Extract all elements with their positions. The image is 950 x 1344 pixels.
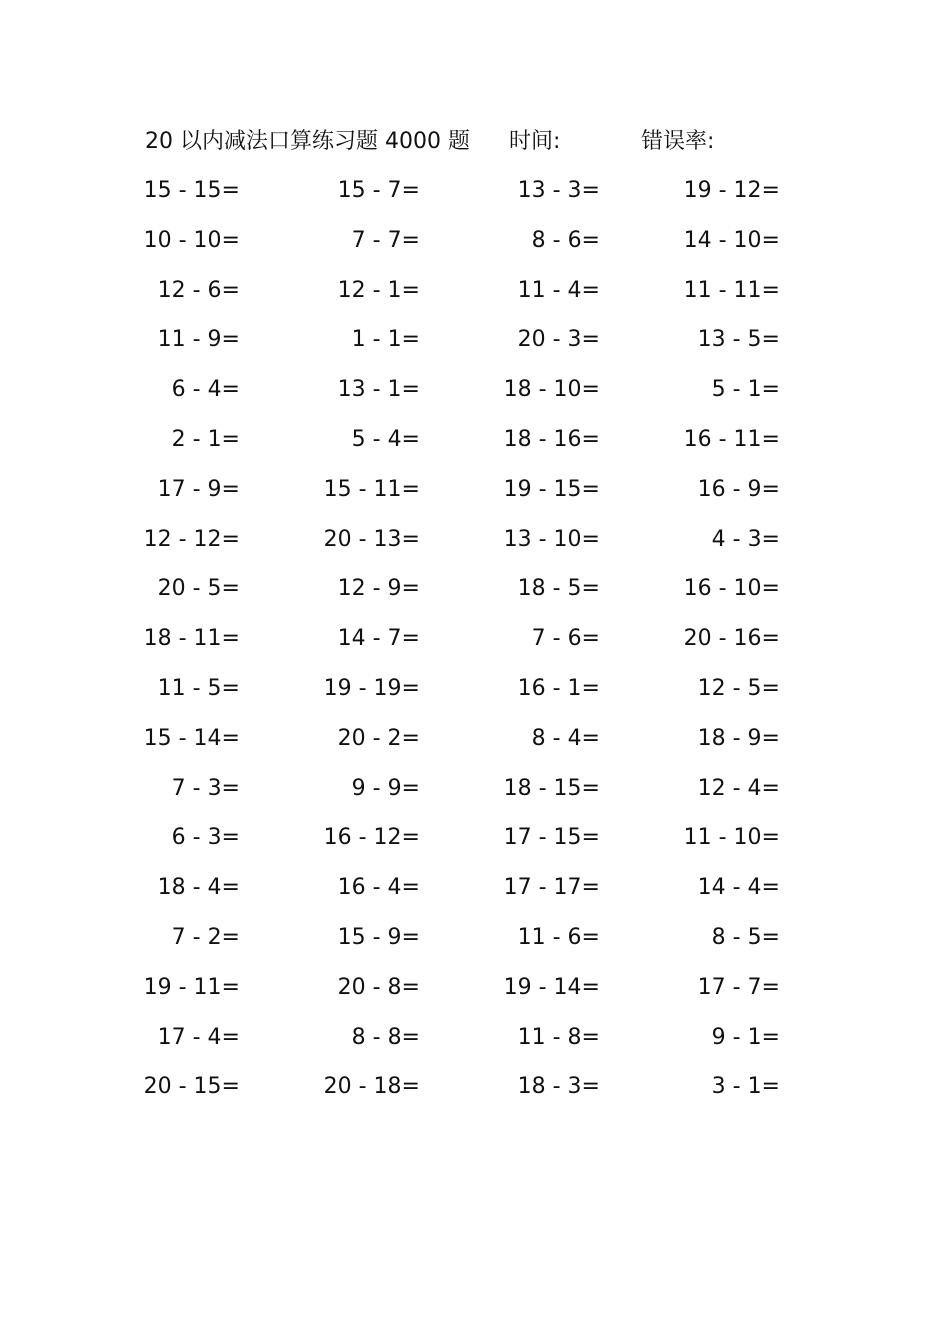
problem-item: 11 - 10= [683,825,780,851]
problem-item: 20 - 15= [143,1074,240,1100]
problem-row [0,216,950,266]
problem-row [0,266,950,316]
problem-item: 9 - 9= [351,775,420,801]
problem-row [0,1062,950,1112]
problem-row [0,614,950,664]
problem-item: 17 - 9= [157,476,240,502]
problem-item: 16 - 4= [337,875,420,901]
problem-item: 11 - 9= [157,327,240,353]
problem-item: 12 - 12= [143,526,240,552]
problem-item: 11 - 11= [683,277,780,303]
problem-item: 6 - 3= [171,825,240,851]
problem-row [0,315,950,365]
problem-item: 14 - 4= [697,875,780,901]
problem-item: 20 - 18= [323,1074,420,1100]
problem-row [0,166,950,216]
problem-item: 18 - 5= [517,576,600,602]
problem-item: 13 - 1= [337,377,420,403]
problem-item: 13 - 3= [517,178,600,203]
problem-item: 14 - 7= [337,626,420,652]
problem-item: 1 - 1= [351,327,420,353]
problem-item: 18 - 9= [697,725,780,751]
problem-item: 7 - 6= [531,626,600,652]
problem-item: 6 - 4= [171,377,240,403]
problem-item: 20 - 8= [337,974,420,1000]
problem-item: 7 - 2= [171,924,240,950]
problem-item: 20 - 13= [323,526,420,552]
problem-row [0,515,950,565]
problem-item: 16 - 11= [683,426,780,452]
problem-item: 19 - 15= [503,476,600,502]
problem-item: 12 - 1= [337,277,420,303]
problem-item: 16 - 10= [683,576,780,602]
problem-row [0,564,950,614]
problem-item: 8 - 4= [531,725,600,751]
problem-row [0,1013,950,1063]
problem-item: 15 - 9= [337,924,420,950]
problem-row [0,813,950,863]
problem-item: 18 - 3= [517,1074,600,1100]
problem-item: 18 - 15= [503,775,600,801]
problem-item: 19 - 14= [503,974,600,1000]
problem-item: 12 - 9= [337,576,420,602]
problem-item: 11 - 6= [517,924,600,950]
problem-grid [0,166,950,1112]
problem-item: 3 - 1= [711,1074,780,1100]
problem-item: 17 - 7= [697,974,780,1000]
problem-item: 10 - 10= [143,227,240,253]
worksheet-header [145,122,845,162]
problem-item: 17 - 17= [503,875,600,901]
problem-item: 16 - 9= [697,476,780,502]
problem-row [0,764,950,814]
problem-item: 15 - 7= [337,178,420,203]
problem-item: 18 - 11= [143,626,240,652]
problem-item: 8 - 6= [531,227,600,253]
problem-row [0,863,950,913]
problem-item: 13 - 5= [697,327,780,353]
problem-row [0,664,950,714]
problem-item: 7 - 7= [351,227,420,253]
problem-item: 20 - 2= [337,725,420,751]
problem-item: 19 - 19= [323,675,420,701]
problem-row [0,415,950,465]
problem-item: 17 - 4= [157,1024,240,1050]
problem-item: 15 - 14= [143,725,240,751]
problem-row [0,963,950,1013]
problem-item: 18 - 10= [503,377,600,403]
error-rate-label: 错误率: [641,129,715,154]
problem-item: 4 - 3= [711,526,780,552]
problem-item: 2 - 1= [171,426,240,452]
problem-item: 12 - 6= [157,277,240,303]
problem-item: 8 - 8= [351,1024,420,1050]
problem-item: 11 - 5= [157,675,240,701]
problem-item: 8 - 5= [711,924,780,950]
problem-item: 15 - 11= [323,476,420,502]
problem-item: 9 - 1= [711,1024,780,1050]
worksheet-title: 20 以内减法口算练习题 4000 题 [145,129,470,154]
problem-item: 12 - 5= [697,675,780,701]
problem-item: 20 - 16= [683,626,780,652]
problem-row [0,714,950,764]
problem-item: 15 - 15= [143,178,240,203]
problem-item: 5 - 4= [351,426,420,452]
problem-item: 17 - 15= [503,825,600,851]
problem-item: 13 - 10= [503,526,600,552]
problem-item: 7 - 3= [171,775,240,801]
problem-item: 16 - 12= [323,825,420,851]
problem-row [0,913,950,963]
problem-item: 11 - 4= [517,277,600,303]
problem-item: 18 - 4= [157,875,240,901]
problem-row [0,465,950,515]
problem-row [0,365,950,415]
problem-item: 5 - 1= [711,377,780,403]
problem-item: 20 - 3= [517,327,600,353]
problem-item: 19 - 11= [143,974,240,1000]
problem-item: 16 - 1= [517,675,600,701]
time-label: 时间: [509,129,561,154]
problem-item: 12 - 4= [697,775,780,801]
problem-item: 18 - 16= [503,426,600,452]
problem-item: 11 - 8= [517,1024,600,1050]
problem-item: 14 - 10= [683,227,780,253]
problem-item: 19 - 12= [683,178,780,203]
problem-item: 20 - 5= [157,576,240,602]
